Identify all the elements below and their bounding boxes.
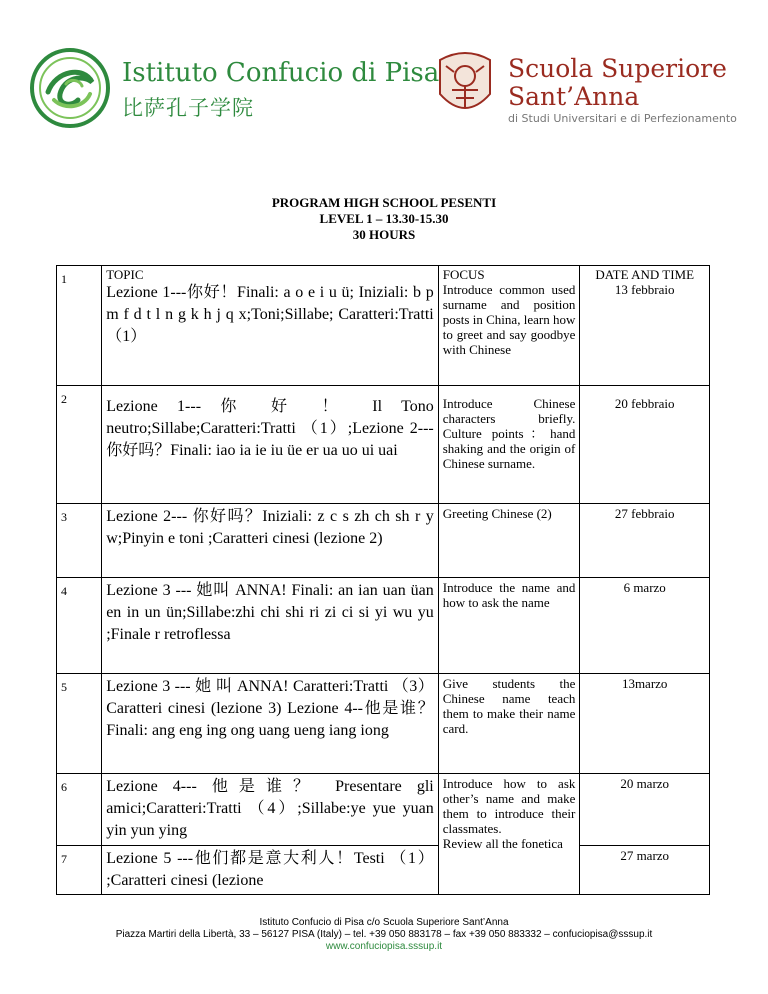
- row-number: 7: [57, 846, 102, 895]
- date-text: 13 febbraio: [614, 282, 675, 297]
- topic-cell: [102, 774, 439, 846]
- sant-anna-crest-icon: [432, 50, 498, 120]
- date-text: 27 febbraio: [614, 506, 675, 521]
- focus-cell: [438, 386, 580, 504]
- focus-cell: [438, 674, 580, 774]
- date-text: 13marzo: [621, 676, 668, 691]
- topic-cell: [102, 386, 439, 504]
- row-number: 5: [57, 674, 102, 774]
- focus-text: Introduce how to ask other’s name and make them to introduce their classmates.: [442, 776, 576, 836]
- focus-cell: [438, 774, 580, 895]
- focus-text: Greeting Chinese (2): [442, 506, 552, 521]
- school-subtitle: di Studi Universitari e di Perfezionamento: [508, 112, 737, 125]
- date-cell: [580, 386, 710, 504]
- focus-text: Introduce Chinese characters briefly. Culture points：hand shaking and the origin of Chinese surname.: [442, 396, 576, 471]
- row-number: 1: [57, 266, 102, 386]
- footer-address: Piazza Martiri della Libertà, 33 – 56127 PISA (Italy) – tel. +39 050 883178 – fax +39 050 883332 – confuciopisa@sssup.it: [115, 929, 653, 940]
- topic-cell: [102, 504, 439, 578]
- topic-text: Lezione 1--- 你 好 ！ Il Tono neutro;Sillabe;Caratteri:Tratti （1）;Lezione 2--- 你好吗？Finali: iao ia ie iu üe er ua uo ui uai: [106, 398, 434, 459]
- institute-name-chinese: 比萨孔子学院: [122, 96, 254, 120]
- title-line3: 30 HOURS: [352, 227, 416, 242]
- institute-name-italian: Istituto Confucio di Pisa: [122, 58, 440, 88]
- date-header: DATE AND TIME: [595, 267, 695, 282]
- topic-cell: [102, 674, 439, 774]
- date-cell: [580, 774, 710, 846]
- footer-website-link[interactable]: www.confuciopisa.sssup.it: [325, 941, 443, 952]
- table-row: [57, 774, 710, 846]
- focus-header: FOCUS: [442, 267, 485, 282]
- topic-text: Lezione 4--- 他是谁？ Presentare gli amici;Caratteri:Tratti （4）;Sillabe:ye yue yuan yin yun ying: [106, 778, 434, 839]
- table-row: [57, 846, 710, 895]
- row-number: 3: [57, 504, 102, 578]
- confucius-institute-logo: [30, 48, 440, 128]
- topic-text: Lezione 3 --- 她 叫 ANNA! Caratteri:Tratti （3）Caratteri cinesi (lezione 3) Lezione 4--他是谁？Finali: ang eng ing ong uang ueng iang iong: [106, 678, 434, 739]
- date-text: 6 marzo: [623, 580, 666, 595]
- date-text: 27 marzo: [620, 848, 670, 863]
- title-line1: PROGRAM HIGH SCHOOL PESENTI: [271, 195, 497, 210]
- focus-text: Introduce common used surname and position posts in China, learn how to greet and say goodbye with Chinese: [442, 282, 576, 357]
- date-cell: [580, 846, 710, 895]
- table-row: [57, 578, 710, 674]
- date-text: 20 marzo: [620, 776, 670, 791]
- school-name-line2: Sant’Anna: [508, 82, 640, 111]
- focus-text: Review all the fonetica: [442, 836, 563, 851]
- program-table: [56, 265, 710, 895]
- focus-cell: [438, 266, 580, 386]
- date-cell: [580, 266, 710, 386]
- topic-text: Lezione 2--- 你好吗？Iniziali: z c s zh ch sh r y w;Pinyin e toni ;Caratteri cinesi (lezione 2): [106, 508, 434, 547]
- topic-cell: [102, 578, 439, 674]
- document-title: [0, 195, 768, 243]
- topic-header: TOPIC: [106, 267, 144, 282]
- table-row: [57, 504, 710, 578]
- date-text: 20 febbraio: [614, 396, 675, 411]
- date-cell: [580, 578, 710, 674]
- date-cell: [580, 504, 710, 578]
- table-row: [57, 386, 710, 504]
- title-line2: LEVEL 1 – 13.30-15.30: [319, 211, 449, 226]
- date-cell: [580, 674, 710, 774]
- topic-text: Lezione 5 ---他们都是意大利人！Testi （1） ;Caratteri cinesi (lezione: [106, 850, 434, 889]
- school-name-line1: Scuola Superiore: [508, 54, 727, 83]
- topic-text: Lezione 1---你好！Finali: a o e i u ü; Iniziali: b p m f d t l n g k h j q x;Toni;Sillabe; Caratteri:Tratti （1）: [106, 284, 434, 345]
- focus-cell: [438, 578, 580, 674]
- sant-anna-logo: [432, 50, 752, 125]
- focus-text: Give students the Chinese name teach them to make their name card.: [442, 676, 576, 736]
- table-row: [57, 674, 710, 774]
- footer-line1: Istituto Confucio di Pisa c/o Scuola Superiore Sant’Anna: [259, 917, 509, 928]
- row-number: 6: [57, 774, 102, 846]
- page-footer: [0, 917, 768, 953]
- topic-cell: [102, 266, 439, 386]
- topic-text: Lezione 3 --- 她叫 ANNA! Finali: an ian uan üan en in un ün;Sillabe:zhi chi shi ri zi ci si yi wu yu ;Finale r retroflessa: [106, 582, 434, 643]
- topic-cell: [102, 846, 439, 895]
- row-number: 2: [57, 386, 102, 504]
- focus-cell: [438, 504, 580, 578]
- confucius-emblem-icon: [30, 48, 110, 128]
- focus-text: Introduce the name and how to ask the name: [442, 580, 576, 610]
- row-number: 4: [57, 578, 102, 674]
- table-row: [57, 266, 710, 386]
